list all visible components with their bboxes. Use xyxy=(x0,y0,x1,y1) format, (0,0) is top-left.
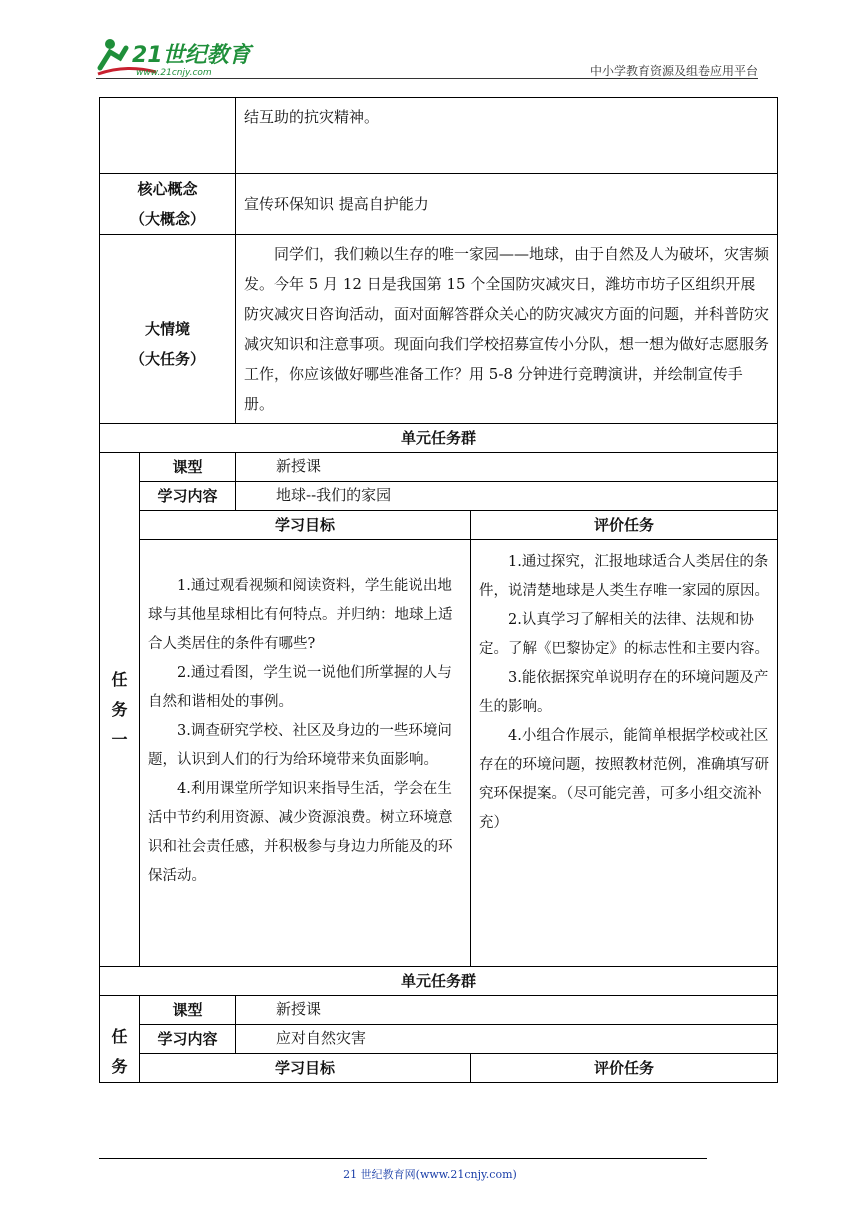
task1-content-label: 学习内容 xyxy=(140,482,236,511)
core-concept-value: 宣传环保知识 提高自护能力 xyxy=(236,174,778,235)
task2-side-label xyxy=(100,996,140,1083)
platform-name: 中小学教育资源及组卷应用平台 xyxy=(589,64,758,78)
big-situation-label xyxy=(100,235,236,424)
task2-content-label: 学习内容 xyxy=(140,1025,236,1054)
big-situation-label-line2: （大任务） xyxy=(129,350,205,368)
core-concept-row xyxy=(100,174,778,235)
task2-side-char-1: 任 xyxy=(111,1027,128,1046)
task1-evaluation-4: 4.小组合作展示，能简单根据学校或社区存在的环境问题，按照教材范例，准确填写研究环保提案。（尽可能完善，可多小组交流补充） xyxy=(479,728,769,831)
task1-evaluations-cell xyxy=(471,540,778,967)
continuation-text: 结互助的抗灾精神。 xyxy=(236,98,778,174)
task1-objective-3: 3.调查研究学校、社区及身边的一些环境问题，认识到人们的行为给环境带来负面影响。 xyxy=(148,723,452,768)
big-situation-row xyxy=(100,235,778,424)
task1-objectives-header: 学习目标 xyxy=(140,511,471,540)
task1-side-char-1: 任 xyxy=(111,669,128,689)
continuation-row xyxy=(100,98,778,174)
big-situation-label-line1: 大情境 xyxy=(144,320,190,338)
task1-objectives-cell xyxy=(140,540,471,967)
big-situation-text: 同学们，我们赖以生存的唯一家园——地球，由于自然及人为破坏，灾害频发。今年 5 月 12 日是我国第 15 个全国防灾减灾日，潍坊市坊子区组织开展防灾减灾日咨询活动，面对面解答群众关心的防灾减灾方面的问题，并科普防灾减灾知识和注意事项。现面向我们学校招募宣传小分队，想一想为做好志愿服务工作，你应该做好哪些准备工作？用 5-8 分钟进行竞聘演讲，并绘制宣传手册。 xyxy=(244,245,770,413)
task2-content-row xyxy=(100,1025,778,1054)
task2-header-row xyxy=(100,1054,778,1083)
task1-evaluation-header: 评价任务 xyxy=(471,511,778,540)
task1-side-char-3: 一 xyxy=(111,729,128,749)
unit-group-row-1 xyxy=(100,424,778,453)
task1-evaluation-3: 3.能依据探究单说明存在的环境问题及产生的影响。 xyxy=(479,670,769,715)
continuation-label-cell xyxy=(100,98,236,174)
task1-side-label xyxy=(100,453,140,967)
task2-type-label: 课型 xyxy=(140,996,236,1025)
header-divider xyxy=(96,78,758,79)
core-concept-label-line2: （大概念） xyxy=(129,210,205,228)
task2-type-row xyxy=(100,996,778,1025)
task1-type-value: 新授课 xyxy=(236,453,778,482)
task2-side-char-2: 务 xyxy=(111,1057,128,1076)
task1-type-label: 课型 xyxy=(140,453,236,482)
page-header xyxy=(96,30,758,80)
lesson-plan-table xyxy=(99,97,778,1083)
logo-21cnjy xyxy=(96,34,266,78)
task1-content-row xyxy=(100,482,778,511)
task2-objectives-header: 学习目标 xyxy=(140,1054,471,1083)
task1-side-char-2: 务 xyxy=(111,699,128,719)
svg-text:21世纪教育: 21世纪教育 xyxy=(132,43,251,68)
task1-objective-1: 1.通过观看视频和阅读资料，学生能说出地球与其他星球相比有何特点。并归纳：地球上适合人类居住的条件有哪些? xyxy=(148,578,453,652)
task1-body-row xyxy=(100,540,778,967)
task2-evaluation-header: 评价任务 xyxy=(471,1054,778,1083)
core-concept-label-line1: 核心概念 xyxy=(137,180,198,198)
task1-evaluation-2: 2.认真学习了解相关的法律、法规和协定。了解《巴黎协定》的标志性和主要内容。 xyxy=(479,612,769,657)
footer-text: 21 世纪教育网(www.21cnjy.com) xyxy=(343,1168,517,1181)
unit-group-title-2: 单元任务群 xyxy=(100,967,778,996)
task1-objective-4: 4.利用课堂所学知识来指导生活，学会在生活中节约利用资源、减少资源浪费。树立环境意识和社会责任感，并积极参与身边力所能及的环保活动。 xyxy=(148,781,453,884)
task1-type-row xyxy=(100,453,778,482)
svg-text:www.21cnjy.com: www.21cnjy.com xyxy=(136,68,212,78)
unit-group-row-2 xyxy=(100,967,778,996)
task2-type-value: 新授课 xyxy=(236,996,778,1025)
big-situation-text-cell xyxy=(236,235,778,424)
task1-evaluation-1: 1.通过探究，汇报地球适合人类居住的条件，说清楚地球是人类生存唯一家园的原因。 xyxy=(479,554,769,599)
task2-content-value: 应对自然灾害 xyxy=(236,1025,778,1054)
task1-header-row xyxy=(100,511,778,540)
task1-objective-2: 2.通过看图，学生说一说他们所掌握的人与自然和谐相处的事例。 xyxy=(148,665,452,710)
task1-content-value: 地球--我们的家园 xyxy=(236,482,778,511)
core-concept-label xyxy=(100,174,236,235)
unit-group-title-1: 单元任务群 xyxy=(100,424,778,453)
footer-divider xyxy=(99,1158,707,1159)
